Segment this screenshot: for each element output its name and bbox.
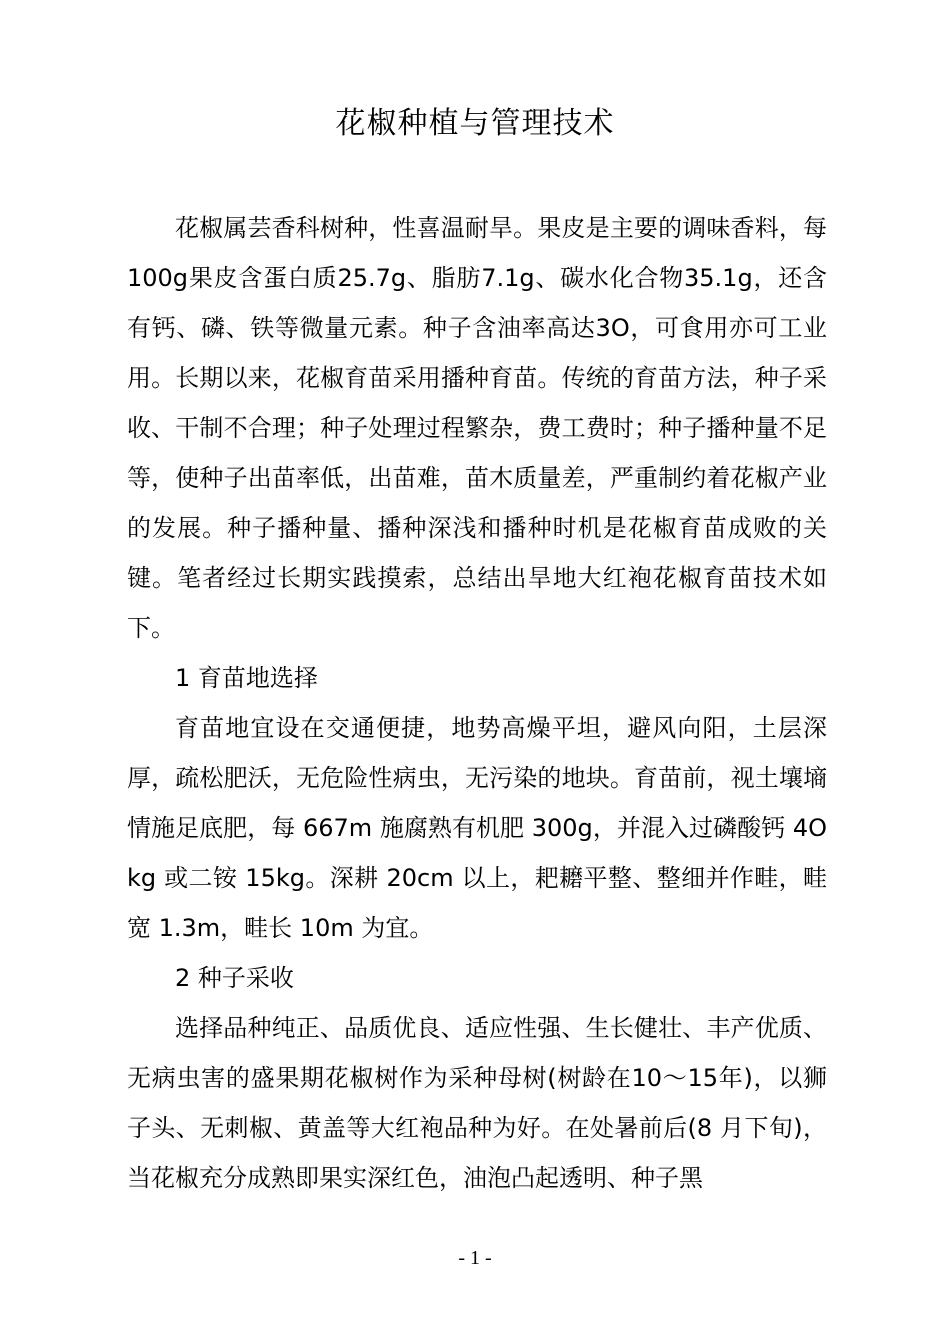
section-heading-nursery-site: 1 育苗地选择 bbox=[175, 664, 318, 692]
paragraph-seed-collection: 选择品种纯正、品质优良、适应性强、生长健壮、丰产优质、无病虫害的盛果期花椒树作为采种母树(树龄在10～15年)，以狮子头、无刺椒、黄盖等大红袍品种为好。在处暑前后(8 月下旬)，当花椒充分成熟即果实深红色，油泡凸起透明、种子黑 bbox=[127, 1014, 827, 1192]
paragraph-intro: 花椒属芸香科树种，性喜温耐旱。果皮是主要的调味香料，每100g果皮含蛋白质25.7g、脂肪7.1g、碳水化合物35.1g，还含有钙、磷、铁等微量元素。种子含油率高达3O，可食用亦可工业用。长期以来，花椒育苗采用播种育苗。传统的育苗方法，种子采收、干制不合理；种子处理过程繁杂，费工费时；种子播种量不足等，使种子出苗率低，出苗难，苗木质量差，严重制约着花椒产业的发展。种子播种量、播种深浅和播种时机是花椒育苗成败的关键。笔者经过长期实践摸索，总结出旱地大红袍花椒育苗技术如下。 bbox=[127, 214, 827, 642]
section-heading-seed-collection: 2 种子采收 bbox=[175, 964, 294, 992]
document-body bbox=[127, 203, 827, 1203]
page-number: - 1 - bbox=[458, 1247, 492, 1269]
paragraph-nursery-site: 育苗地宜设在交通便捷，地势高燥平坦，避风向阳，土层深厚，疏松肥沃，无危险性病虫，无污染的地块。育苗前，视土壤墒情施足底肥，每 667m 施腐熟有机肥 300g，并混入过磷酸钙 4Okg 或二铵 15kg。深耕 20cm 以上，耙耱平整、整细并作畦，畦宽 1.3m，畦长 10m 为宜。 bbox=[127, 714, 827, 942]
document-title: 花椒种植与管理技术 bbox=[335, 106, 615, 141]
